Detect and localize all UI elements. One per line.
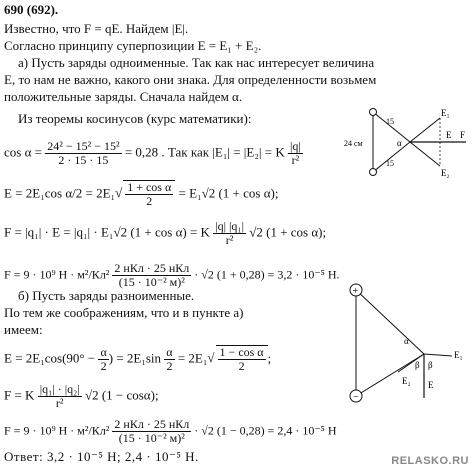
fraction-num: 1 − cos α [219,345,264,359]
sign-minus: − [353,392,359,403]
label-beta: β [415,360,420,370]
fraction-num: 2 нКл · 25 нКл [114,417,190,431]
fraction-num: 24² − 15² − 15² [47,139,120,153]
formula-part: = E₁√2 (1 + cos α); [178,185,279,201]
formula-part: F = 9 · 10⁹ Н · м²/Кл² [4,423,110,438]
sqrt-sign [115,185,122,200]
formula-part: · √2 (1 + 0,28) = 3,2 · 10⁻⁵ Н. [194,267,340,282]
fraction [112,418,191,445]
vector-e2 [398,354,424,372]
fraction-den: r² [225,233,234,247]
label-e2: E₂ [402,376,411,386]
label-edge: 15 [386,117,394,126]
formula-e2 [4,345,271,373]
fraction-num: α [166,345,173,359]
charge-top [370,109,377,116]
fraction-den: 2 · 15 · 15 [58,153,109,167]
formula-part: F = K [4,387,35,403]
formula-part: √2 (1 + cos α); [249,224,327,240]
fraction [288,140,303,167]
formula-part: · √2 (1 − 0,28) = 2,4 · 10⁻⁵ Н [194,423,337,438]
text-line: Из теоремы косинусов (курс математики): [18,111,252,126]
fraction-num: 1 + cos α [127,180,172,194]
figure-opposite-charges [340,280,472,410]
vector-e2 [410,142,440,166]
formula-part: ) = 2E₁sin [108,350,162,366]
fraction-den: r² [55,396,64,410]
text-line: а) Пусть заряды одноименные. Так как нас интересует величина [18,55,375,70]
label-side: 24 см [344,139,363,148]
label-e1: E₁ [441,108,450,118]
text-line: Известно, что F = qE. Найдем |E|. [4,21,189,36]
fraction-num: |q₁| · |q₂| [39,382,80,396]
label-alpha: α [404,336,409,346]
text-line: E, то нам не важно, какого они знака. Для определенности возьмем [4,72,377,87]
formula-f2 [4,383,159,410]
fraction [45,140,121,167]
fraction [38,383,82,410]
vector-e1 [410,118,440,142]
label-f: F [460,130,466,140]
fraction-den: (15 · 10⁻² м)² [118,275,185,289]
formula-part: F = 9 · 10⁹ Н · м²/Кл² [4,267,110,282]
label-beta: β [428,360,433,370]
formula-part: E = 2E₁cos α/2 = 2E₁ [4,185,116,201]
label-e: E [428,380,434,390]
fraction-den: r² [291,153,300,167]
formula-f1 [4,220,326,247]
sqrt-sign [207,350,214,365]
label-alpha: α [397,138,402,148]
formula-part: E = 2E₁cos(90° − [4,350,96,366]
figure-like-charges [340,104,472,180]
watermark: RELASKO.RU [391,455,469,467]
formula-part: F = |q₁| · E = |q₁| · E₁√2 (1 + cos α) = K [4,224,210,240]
fraction-den: 2 [146,194,153,208]
formula-numeric-b [4,418,337,445]
fraction [218,346,266,373]
formula-cos [4,140,303,167]
formula-part: cos α = [4,144,42,160]
charge-bottom [370,169,377,176]
formula-e1 [4,180,278,208]
vector-e1 [424,354,452,356]
edge-line [356,290,424,354]
edge-line [356,354,424,396]
fraction [213,220,246,247]
fraction-den: 2 [238,359,245,373]
fraction-den: 2 [166,359,173,373]
answer: Ответ: 3,2 · 10⁻⁵ Н; 2,4 · 10⁻⁵ Н. [4,449,199,464]
fraction [98,346,108,373]
fraction [125,181,173,208]
formula-part: ; [267,350,272,366]
fraction [164,346,174,373]
formula-part: = 0,28 . Так как |E₁| = |E₂| = K [124,144,285,160]
fraction-den: (15 · 10⁻² м)² [118,431,185,445]
fraction-num: |q| [289,139,301,153]
fraction-num: |q| |q₁| [215,219,244,233]
label-e: E [446,130,452,140]
sign-plus: + [352,286,359,297]
label-e2: E₂ [441,168,450,178]
fraction-den: 2 [100,359,107,373]
problem-number: 690 (692). [4,2,59,17]
text-line: Согласно принципу суперпозиции E = E₁ + E₂. [4,38,262,53]
text-line: б) Пусть заряды разноименные. [18,288,195,303]
text-line: положительные заряды. Сначала найдем α. [4,89,243,104]
label-e1: E₁ [454,350,463,360]
label-edge: 15 [386,159,394,168]
fraction-num: 2 нКл · 25 нКл [114,261,190,275]
formula-part: = 2E₁ [177,350,208,366]
text-line: По тем же соображениям, что и в пункте а) [4,305,244,320]
fraction-num: α [100,345,107,359]
text-line: имеем: [4,322,43,337]
formula-numeric-a [4,262,340,289]
formula-part: √2 (1 − cosα); [84,387,159,403]
fraction [112,262,191,289]
